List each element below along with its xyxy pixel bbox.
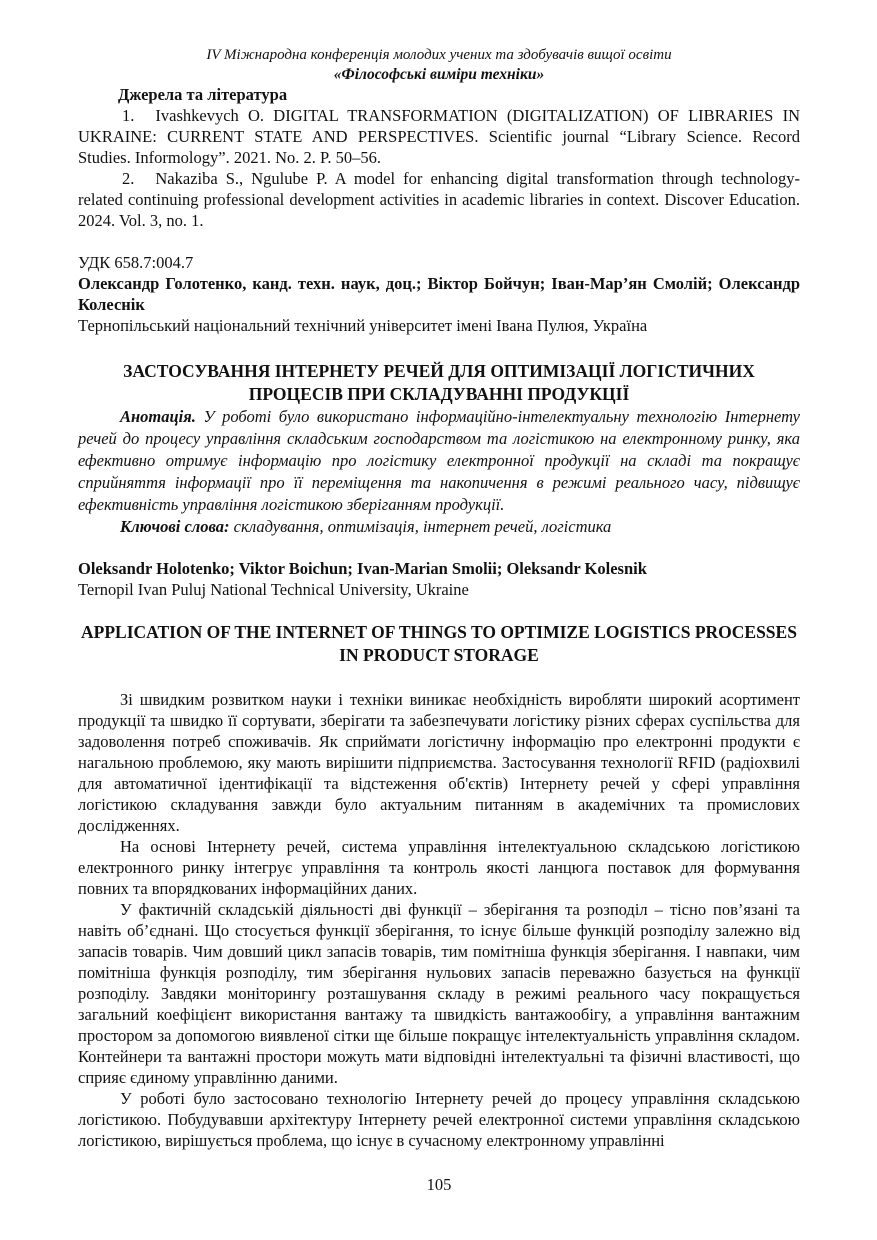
abstract-label: Анотація. bbox=[120, 407, 196, 426]
page-number: 105 bbox=[426, 1175, 452, 1194]
running-header-line2: «Філософські виміри техніки» bbox=[333, 66, 545, 83]
running-header-line1: IV Міжнародна конференція молодих учених та здобувачів вищої освіти bbox=[206, 47, 672, 63]
reference-text: Nakaziba S., Ngulube P. A model for enhancing digital transformation through technology-related continuing professional development activities in academic libraries in context. Discover Education. 2024. Vol. 3, no. 1. bbox=[78, 169, 800, 230]
article-title-ukrainian: ЗАСТОСУВАННЯ ІНТЕРНЕТУ РЕЧЕЙ ДЛЯ ОПТИМІЗАЦІЇ ЛОГІСТИЧНИХ ПРОЦЕСІВ ПРИ СКЛАДУВАННІ ПРОДУКЦІЇ bbox=[123, 361, 755, 404]
keywords-line bbox=[78, 516, 800, 538]
reference-number: 1. bbox=[122, 106, 135, 125]
reference-item bbox=[78, 168, 800, 231]
authors-english: Oleksandr Holotenko; Viktor Boichun; Ivan-Marian Smolii; Oleksandr Kolesnik bbox=[78, 559, 647, 578]
reference-text: Ivashkevych O. DIGITAL TRANSFORMATION (DIGITALIZATION) OF LIBRARIES IN UKRAINE: CURRENT STATE AND PERSPECTIVES. Scientific journal “Library Science. Record Studies. Informology”. 2021. No. 2. P. 50–56. bbox=[78, 106, 800, 167]
affiliation-ukrainian: Тернопільський національний технічний університет імені Івана Пулюя, Україна bbox=[78, 316, 648, 335]
abstract-text: У роботі було використано інформаційно-інтелектуальну технологію Інтернету речей до процесу управління складським господарством та логістикою на електронному ринку, яка ефективно отримує інформацію про логістику електронної продукції на складі та покращує сприйняття інформації про її переміщення та накопичення в режимі реального часу, підвищує ефективність управління логістикою зберіганням продукції. bbox=[78, 407, 800, 514]
udc-code: УДК 658.7:004.7 bbox=[78, 253, 194, 272]
article-body bbox=[78, 689, 800, 1151]
article-title-english: APPLICATION OF THE INTERNET OF THINGS TO OPTIMIZE LOGISTICS PROCESSES IN PRODUCT STORAGE bbox=[81, 622, 797, 665]
body-paragraph: Зі швидким розвитком науки і техніки виникає необхідність виробляти широкий асортимент продукції та швидко її сортувати, зберігати та забезпечувати логістику різних сферах суспільства для задоволення потреб споживачів. Як сприймати логістичну інформацію про електронні продукти є нагальною проблемою, яку мають вирішити підприємства. Застосування технології RFID (радіохвилі для автоматичної ідентифікації та відстеження об'єктів) Інтернету речей у сфері управління логістикою складування завжди було актуальним питанням в академічних та промислових дослідженнях. bbox=[78, 690, 800, 835]
body-paragraph: У роботі було застосовано технологію Інтернету речей до процесу управління складською логістикою. Побудувавши архітектуру Інтернету речей електронної системи управління складською логістикою, вирішується проблема, що існує в сучасному електронному управлінні bbox=[78, 1089, 800, 1150]
abstract-paragraph bbox=[78, 406, 800, 516]
reference-item bbox=[78, 105, 800, 168]
references-heading: Джерела та література bbox=[118, 85, 288, 104]
keywords-label: Ключові слова: bbox=[120, 517, 230, 536]
reference-number: 2. bbox=[122, 169, 135, 188]
body-paragraph: На основі Інтернету речей, система управління інтелектуальною складською логістикою електронного ринку інтегрує управління та контроль якості ланцюга поставок для формування повних та впорядкованих інформаційних даних. bbox=[78, 837, 800, 898]
body-paragraph: У фактичній складській діяльності дві функції – зберігання та розподіл – тісно пов’язані та навіть об’єднані. Що стосується функції зберігання, то існує більше функцій розподілу залежно від запасів товарів. Чим довший цикл запасів товарів, тим помітніша функція зберігання. І навпаки, чим помітніша функція розподілу, тим зберігання нульових запасів переважно базується на функції розподілу. Завдяки моніторингу розташування складу в режимі реального часу покращується загальний коефіцієнт використання вантажу та швидкість вантажообігу, а управління вантажним простором за допомогою виявленої сітки ще більше покращує інтелектуальність управління складом. Контейнери та вантажні простори можуть мати відповідні інтелектуальні та фізичні властивості, що сприяє єдиному управлінню даними. bbox=[78, 900, 800, 1087]
keywords-text: складування, оптимізація, інтернет речей, логістика bbox=[233, 517, 612, 536]
affiliation-english: Ternopil Ivan Puluj National Technical University, Ukraine bbox=[78, 580, 469, 599]
authors-ukrainian: Олександр Голотенко, канд. техн. наук, доц.; Віктор Бойчун; Іван-Мар’ян Смолій; Олександр Колеснік bbox=[78, 274, 800, 314]
